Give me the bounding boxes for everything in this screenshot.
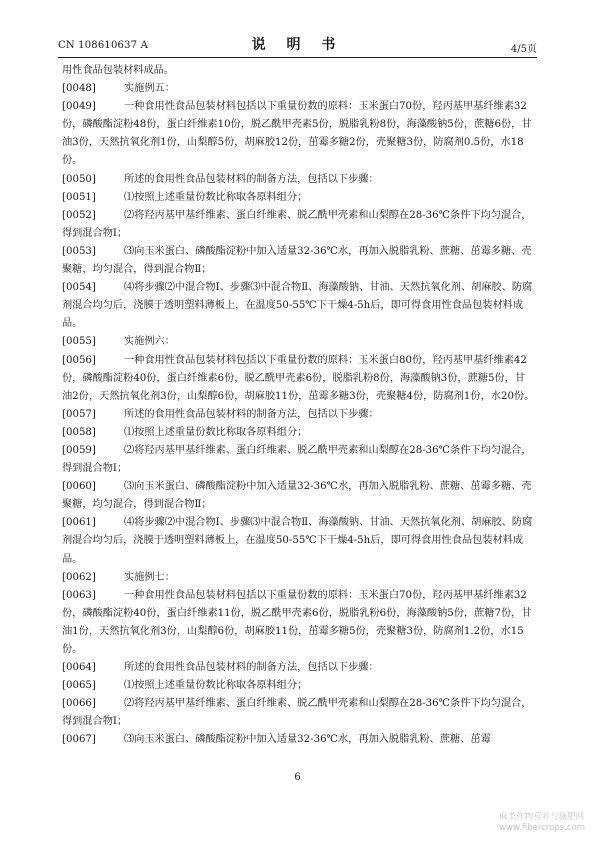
paragraph-number: [0067] xyxy=(62,734,96,746)
paragraph xyxy=(62,207,535,243)
paragraph-text: 所述的食用性食品包装材料的制备方法，包括以下步骤： xyxy=(124,662,379,674)
paragraph-text: ⑶向玉米蛋白、磷酸酯淀粉中加入适量32-36℃水，再加入脱脂乳粉、蔗糖、茁霉多糖、壳聚糖，均匀混合，得到混合物Ⅱ； xyxy=(62,245,532,276)
page-number: 6 xyxy=(294,772,301,783)
paragraph-number: [0063] xyxy=(62,589,96,601)
paragraph xyxy=(62,695,535,731)
paragraph-text: ⑵将羟丙基甲基纤维素、蛋白纤维素、脱乙酰甲壳素和山梨醇在28-36℃条件下均匀混合，得到混合物Ⅰ； xyxy=(62,209,532,239)
paragraph-text: 一种食用性食品包装材料包括以下重量份数的原料：玉米蛋白70份，羟丙基甲基纤维素32份，磷酸酯淀粉48份，蛋白纤维素10份，脱乙酰甲壳素5份，脱脂乳粉8份，海藻酸钠5份，蔗糖6份，甘油3份，天然抗氧化剂1份，山梨醇5份，胡麻胶12份，茁霉多糖2份，壳聚糖3份，防腐剂0.5份，水18份。 xyxy=(62,101,532,167)
paragraph-number: [0065] xyxy=(62,680,96,692)
document-body xyxy=(62,62,535,750)
page-info: 4/5页 xyxy=(510,44,537,55)
paragraph-number: [0059] xyxy=(62,444,96,456)
paragraph-number: [0062] xyxy=(62,571,96,583)
watermark-line-1: 麻类作物营养与施肥网 xyxy=(499,812,585,822)
paragraph xyxy=(62,80,535,98)
doc-number: CN 108610637 A xyxy=(58,40,149,51)
paragraph xyxy=(62,243,535,279)
paragraph xyxy=(62,442,535,478)
paragraph-text: 实施例六： xyxy=(124,336,175,348)
paragraph-text: ⑶向玉米蛋白、磷酸酯淀粉中加入适量32-36℃水，再加入脱脂乳粉、蔗糖、茁霉多糖、壳聚糖，均匀混合，得到混合物Ⅱ； xyxy=(62,481,532,511)
paragraph-text: 实施例五： xyxy=(124,83,175,95)
paragraph-text: ⑵将羟丙基甲基纤维素、蛋白纤维素、脱乙酰甲壳素和山梨醇在28-36℃条件下均匀混合，得到混合物Ⅰ； xyxy=(62,444,532,475)
paragraph-text: 用性食品包装材料成品。 xyxy=(62,65,175,76)
paragraph-text: 一种食用性食品包装材料包括以下重量份数的原料：玉米蛋白80份，羟丙基甲基纤维素42份，磷酸酯淀粉40份，蛋白纤维素6份，脱乙酰甲壳素6份，脱脂乳粉8份，海藻酸钠3份，蔗糖5份，甘油2份，天然抗氧化剂3份，山梨醇6份，胡麻胶11份，茁霉多糖3份，壳聚糖4份，防腐剂1份，水20份。 xyxy=(62,354,535,402)
header-rule xyxy=(58,57,537,58)
paragraph xyxy=(62,659,535,677)
paragraph xyxy=(62,406,535,424)
paragraph xyxy=(62,587,535,659)
paragraph xyxy=(62,569,535,587)
paragraph xyxy=(62,333,535,351)
paragraph-number: [0064] xyxy=(62,662,96,674)
paragraph-text: ⑵将羟丙基甲基纤维素、蛋白纤维素、脱乙酰甲壳素和山梨醇在28-36℃条件下均匀混合，得到混合物Ⅰ； xyxy=(62,698,532,728)
paragraph xyxy=(62,189,535,207)
paragraph xyxy=(62,478,535,514)
paragraph-text: 所述的食用性食品包装材料的制备方法，包括以下步骤： xyxy=(124,408,379,420)
paragraph xyxy=(62,424,535,442)
page-header xyxy=(58,32,537,54)
paragraph xyxy=(62,677,535,695)
paragraph-number: [0050] xyxy=(62,173,96,185)
paragraph-number: [0066] xyxy=(62,698,96,710)
paragraph-text: ⑷将步骤⑵中混合物Ⅰ、步骤⑶中混合物Ⅱ、海藻酸钠、甘油、天然抗氧化剂、胡麻胶、防腐剂混合均匀后，浇膜于透明塑料薄板上，在温度50-55℃下干燥4-5h后，即可得食用性食品包装材料成品。 xyxy=(62,282,533,330)
paragraph-number: [0056] xyxy=(62,354,96,366)
paragraph xyxy=(62,171,535,189)
paragraph-text: 实施例七： xyxy=(124,571,175,583)
doc-title: 说 明 书 xyxy=(251,37,344,53)
paragraph xyxy=(62,731,535,749)
paragraph-text: 一种食用性食品包装材料包括以下重量份数的原料：玉米蛋白70份，羟丙基甲基纤维素32份，磷酸酯淀粉40份，蛋白纤维素11份，脱乙酰甲壳素6份，脱脂乳粉6份，海藻酸钠5份，蔗糖7份，甘油1份，天然抗氧化剂3份，山梨醇6份，胡麻胶11份，茁霉多糖5份，壳聚糖3份，防腐剂1.2份，水15份。 xyxy=(62,589,532,655)
paragraph-text: 所述的食用性食品包装材料的制备方法，包括以下步骤： xyxy=(124,173,379,185)
paragraph-text: ⑷将步骤⑵中混合物Ⅰ、步骤⑶中混合物Ⅱ、海藻酸钠、甘油、天然抗氧化剂、胡麻胶、防腐剂混合均匀后，浇膜于透明塑料薄板上，在温度50-55℃下干燥4-5h后，即可得食用性食品包装材料成品。 xyxy=(62,517,533,565)
paragraph-number: [0061] xyxy=(62,517,96,529)
paragraph xyxy=(62,514,535,568)
paragraph-number: [0055] xyxy=(62,336,96,348)
paragraph-number: [0054] xyxy=(62,282,96,294)
paragraph xyxy=(62,98,535,170)
paragraph-text: ⑴按照上述重量份数比称取各原料组分； xyxy=(124,191,308,203)
paragraph-number: [0051] xyxy=(62,191,96,203)
paragraph-number: [0049] xyxy=(62,101,96,113)
watermark xyxy=(499,812,585,834)
watermark-line-2: www.fibercrops.com xyxy=(499,823,585,833)
paragraph-text: ⑶向玉米蛋白、磷酸酯淀粉中加入适量32-36℃水，再加入脱脂乳粉、蔗糖、茁霉 xyxy=(124,734,491,746)
paragraph xyxy=(62,62,535,80)
paragraph-number: [0052] xyxy=(62,209,96,221)
paragraph-number: [0058] xyxy=(62,426,96,438)
paragraph xyxy=(62,352,535,406)
paragraph-number: [0057] xyxy=(62,408,96,420)
paragraph-number: [0060] xyxy=(62,481,96,493)
paragraph xyxy=(62,279,535,333)
paragraph-text: ⑴按照上述重量份数比称取各原料组分； xyxy=(124,426,308,438)
paragraph-number: [0053] xyxy=(62,245,96,257)
paragraph-text: ⑴按照上述重量份数比称取各原料组分； xyxy=(124,680,308,692)
paragraph-number: [0048] xyxy=(62,83,96,95)
